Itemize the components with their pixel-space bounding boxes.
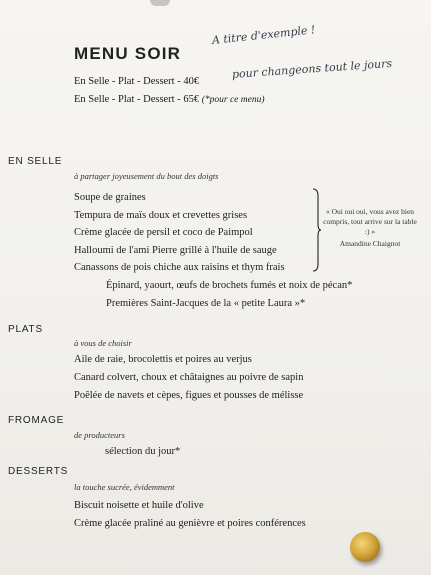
dish-item: Poêlée de navets et cèpes, figues et pousses de mélisse bbox=[74, 390, 304, 401]
handwritten-note-line2: pour changeons tout le jours bbox=[231, 56, 393, 81]
handwritten-note-line1: A titre d'exemple ! bbox=[211, 23, 316, 47]
brass-pin bbox=[350, 532, 380, 562]
price-text: En Selle - Plat - Dessert - 40€ bbox=[74, 76, 200, 87]
quote-text: « Oui oui oui, vous avez bien compris, tout arrive sur la table :) » bbox=[323, 207, 417, 236]
section-title-en-selle: EN SELLE bbox=[8, 156, 63, 167]
dish-item: Crème glacée praliné au genièvre et poires conférences bbox=[74, 518, 306, 529]
dish-item: Canassons de pois chiche aux raisins et thym frais bbox=[74, 262, 285, 273]
section-title-fromage: FROMAGE bbox=[8, 415, 65, 426]
top-clip bbox=[150, 0, 170, 6]
chef-quote bbox=[322, 207, 418, 249]
dish-item: Aile de raie, brocolettis et poires au verjus bbox=[74, 354, 252, 365]
section-subtitle-en-selle: à partager joyeusement du bout des doigts bbox=[74, 171, 219, 181]
quote-author: Amandine Chaignot bbox=[339, 239, 401, 248]
section-subtitle-fromage: de producteurs bbox=[74, 430, 125, 440]
dish-item: Canard colvert, choux et châtaignes au poivre de sapin bbox=[74, 372, 304, 383]
curly-brace bbox=[312, 188, 322, 272]
price-text: En Selle - Plat - Dessert - 65€ bbox=[74, 94, 200, 105]
dish-item: Crème glacée de persil et coco de Paimpol bbox=[74, 227, 253, 238]
section-title-plats: PLATS bbox=[8, 324, 43, 335]
price-note: (*pour ce menu) bbox=[201, 95, 265, 105]
section-subtitle-plats: à vous de choisir bbox=[74, 338, 132, 348]
dish-item: Halloumi de l'ami Pierre grillé à l'huile de sauge bbox=[74, 245, 277, 256]
dish-item: Soupe de graines bbox=[74, 192, 146, 203]
price-line bbox=[74, 94, 265, 105]
dish-item: Épinard, yaourt, œufs de brochets fumés et noix de pécan* bbox=[106, 280, 353, 291]
section-title-desserts: DESSERTS bbox=[8, 466, 69, 477]
price-line bbox=[74, 76, 199, 87]
dish-item: Premières Saint-Jacques de la « petite Laura »* bbox=[106, 298, 306, 309]
dish-item: Biscuit noisette et huile d'olive bbox=[74, 500, 204, 511]
menu-title: MENU SOIR bbox=[74, 44, 182, 63]
dish-item: Tempura de maïs doux et crevettes grises bbox=[74, 210, 248, 221]
section-subtitle-desserts: la touche sucrée, évidemment bbox=[74, 482, 175, 492]
dish-item: sélection du jour* bbox=[105, 446, 181, 457]
